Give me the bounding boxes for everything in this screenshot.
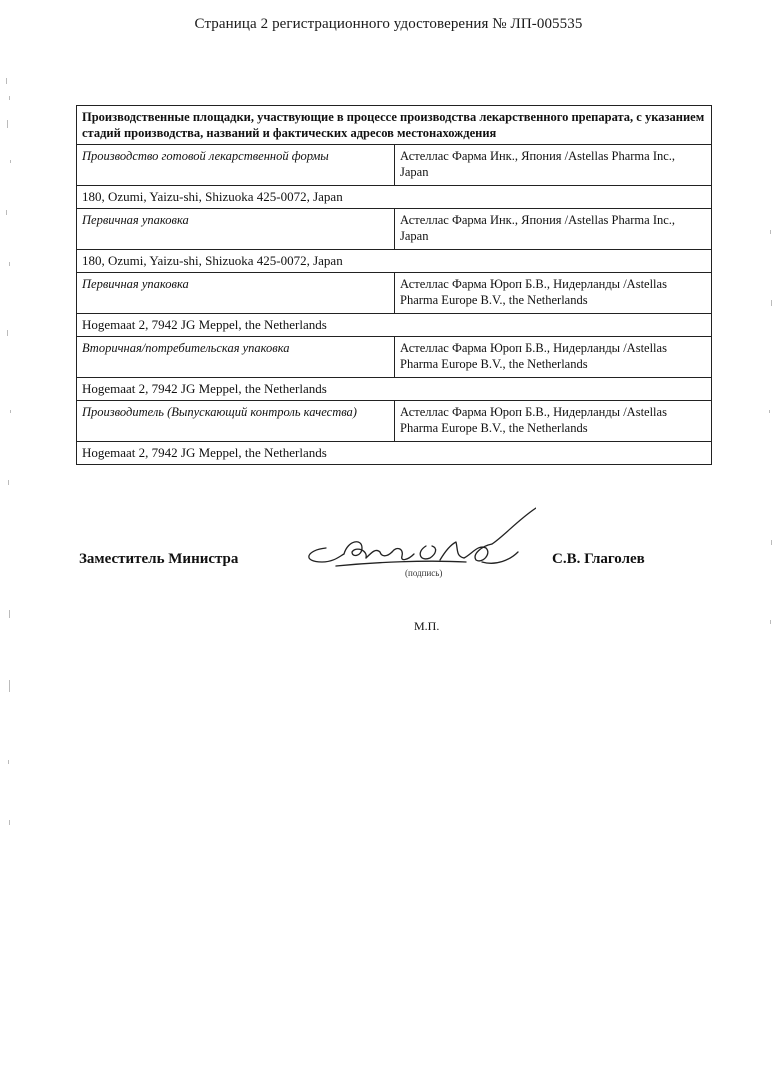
address-cell: 180, Ozumi, Yaizu-shi, Shizuoka 425-0072, Japan	[77, 186, 712, 209]
stage-cell: Первичная упаковка	[77, 273, 395, 314]
stage-cell: Вторичная/потребительская упаковка	[77, 337, 395, 378]
signature-caption: (подпись)	[405, 568, 443, 578]
stage-cell: Производитель (Выпускающий контроль качества)	[77, 401, 395, 442]
company-cell: Астеллас Фарма Инк., Япония /Astellas Pharma Inc., Japan	[395, 209, 712, 250]
signatory-name: С.В. Глаголев	[552, 551, 645, 567]
address-cell: Hogemaat 2, 7942 JG Meppel, the Netherlands	[77, 314, 712, 337]
company-cell: Астеллас Фарма Юроп Б.В., Нидерланды /Astellas Pharma Europe B.V., the Netherlands	[395, 337, 712, 378]
address-cell: 180, Ozumi, Yaizu-shi, Shizuoka 425-0072, Japan	[77, 250, 712, 273]
company-cell: Астеллас Фарма Юроп Б.В., Нидерланды /Astellas Pharma Europe B.V., the Netherlands	[395, 401, 712, 442]
address-cell: Hogemaat 2, 7942 JG Meppel, the Netherlands	[77, 378, 712, 401]
table-caption: Производственные площадки, участвующие в процессе производства лекарственного препарата, с указанием стадий производства, названий и фактических адресов местонахождения	[77, 106, 712, 145]
stage-cell: Первичная упаковка	[77, 209, 395, 250]
address-cell: Hogemaat 2, 7942 JG Meppel, the Netherlands	[77, 442, 712, 465]
stamp-placeholder: М.П.	[414, 619, 440, 633]
signatory-position: Заместитель Министра	[79, 551, 239, 567]
stage-cell: Производство готовой лекарственной формы	[77, 145, 395, 186]
page-header: Страница 2 регистрационного удостоверения № ЛП-005535	[194, 16, 583, 32]
company-cell: Астеллас Фарма Инк., Япония /Astellas Pharma Inc., Japan	[395, 145, 712, 186]
company-cell: Астеллас Фарма Юроп Б.В., Нидерланды /Astellas Pharma Europe B.V., the Netherlands	[395, 273, 712, 314]
